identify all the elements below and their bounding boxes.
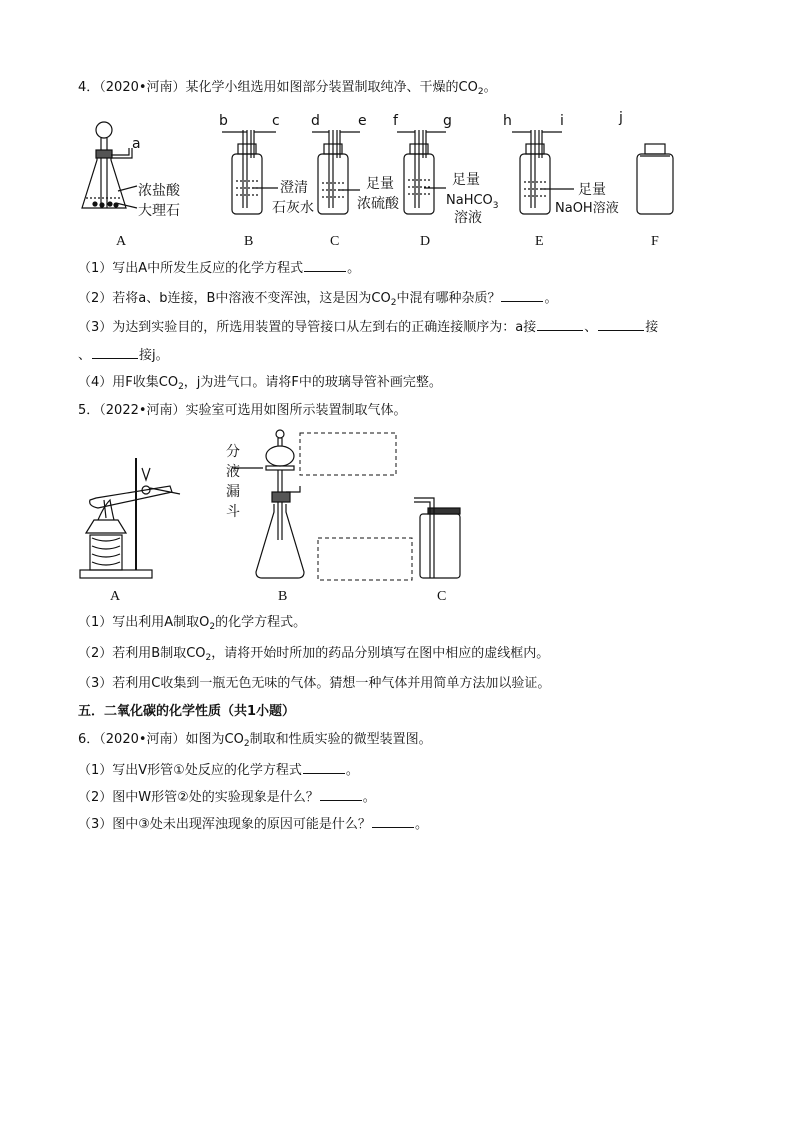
funnel-label-char: 分: [226, 444, 240, 460]
funnel-reagent-box[interactable]: [300, 433, 396, 475]
flask-reagent-box[interactable]: [318, 538, 412, 580]
reagent-c-2: 浓硫酸: [357, 196, 399, 212]
reagent-c-1: 足量: [366, 176, 394, 192]
caption-f: F: [651, 234, 659, 249]
caption-a: A: [116, 234, 127, 249]
q6-part-3: （3）图中③处未出现浑浊现象的原因可能是什么？ 。: [78, 817, 428, 832]
port-label-a: a: [132, 136, 141, 152]
apparatus-f: [637, 144, 673, 214]
reagent-a-2: 大理石: [138, 203, 180, 219]
reagent-d-2: NaHCO$_3$: [446, 193, 499, 211]
caption-b: B: [244, 234, 254, 249]
apparatus-b: [222, 130, 278, 214]
answer-blank[interactable]: [501, 289, 543, 302]
reagent-a-1: 浓盐酸: [138, 183, 180, 199]
apparatus-c: [414, 498, 460, 578]
q5-part-3: （3）若利用C收集到一瓶无色无味的气体。猜想一种气体并用简单方法加以验证。: [78, 676, 551, 691]
apparatus-c: [312, 130, 360, 214]
port-label-d: d: [311, 113, 320, 129]
q6-stem: 6．（2020•河南）如图为$CO_2$制取和性质实验的微型装置图。: [78, 732, 432, 749]
port-label-g: g: [443, 113, 452, 129]
funnel-label-char: 斗: [226, 504, 240, 520]
answer-blank[interactable]: [320, 788, 362, 801]
q4-part-3: （3）为达到实验目的，所选用装置的导管接口从左到右的正确连接顺序为：a接 、 接: [78, 320, 659, 335]
port-label-b: b: [219, 113, 228, 129]
q5-part-2: （2）若利用B制取$CO_2$，请将开始时所加的药品分别填写在图中相应的虚线框内。: [78, 646, 550, 663]
q4-stem: 4．（2020•河南）某化学小组选用如图部分装置制取纯净、干燥的$CO_2$。: [78, 80, 497, 97]
q5-part-1: （1）写出利用A制取$O_2$的化学方程式。: [78, 615, 307, 632]
caption-e: E: [535, 234, 544, 249]
q5-stem: 5．（2022•河南）实验室可选用如图所示装置制取气体。: [78, 403, 407, 418]
answer-blank[interactable]: [303, 761, 345, 774]
port-label-e: e: [358, 113, 367, 129]
q4-apparatus-figure: [0, 108, 794, 258]
answer-blank[interactable]: [537, 318, 583, 331]
q6-part-2: （2）图中W形管②处的实验现象是什么？ 。: [78, 790, 376, 805]
q4-part-2: （2）若将a、b连接，B中溶液不变浑浊，这是因为$CO_2$中混有哪种杂质？ 。: [78, 291, 558, 308]
reagent-e-2: NaOH溶液: [555, 201, 619, 216]
port-label-c: c: [272, 113, 280, 129]
q5-apparatus-figure: [0, 428, 794, 608]
caption-d: D: [420, 234, 431, 249]
answer-blank[interactable]: [598, 318, 644, 331]
reagent-d-1: 足量: [452, 172, 480, 188]
q4-part-3-cont: 、 接j。: [78, 348, 169, 363]
q4-part-4: （4）用F收集$CO_2$，j为进气口。请将F中的玻璃导管补画完整。: [78, 375, 442, 392]
caption-b: B: [278, 589, 288, 604]
q4-part-1: （1）写出A中所发生反应的化学方程式 。: [78, 261, 361, 276]
reagent-d-3: 溶液: [454, 210, 482, 226]
q6-part-1: （1）写出V形管①处反应的化学方程式 。: [78, 763, 359, 778]
section-heading: 五．二氧化碳的化学性质（共1小题）: [78, 704, 296, 719]
apparatus-a: [80, 458, 180, 578]
caption-c: C: [330, 234, 340, 249]
port-label-i: i: [560, 113, 564, 129]
answer-blank[interactable]: [372, 815, 414, 828]
funnel-label-char: 漏: [226, 484, 240, 500]
answer-blank[interactable]: [92, 346, 138, 359]
caption-c: C: [437, 589, 447, 604]
port-label-f: f: [393, 113, 398, 129]
reagent-b-2: 石灰水: [272, 200, 314, 216]
funnel-label-char: 液: [226, 464, 240, 480]
apparatus-a: [82, 122, 137, 208]
apparatus-d: [397, 130, 446, 214]
apparatus-b: [232, 430, 304, 578]
port-label-j: j: [619, 110, 623, 126]
reagent-b-1: 澄清: [280, 180, 308, 196]
reagent-e-1: 足量: [578, 182, 606, 198]
port-label-h: h: [503, 113, 512, 129]
answer-blank[interactable]: [304, 259, 346, 272]
caption-a: A: [110, 589, 121, 604]
